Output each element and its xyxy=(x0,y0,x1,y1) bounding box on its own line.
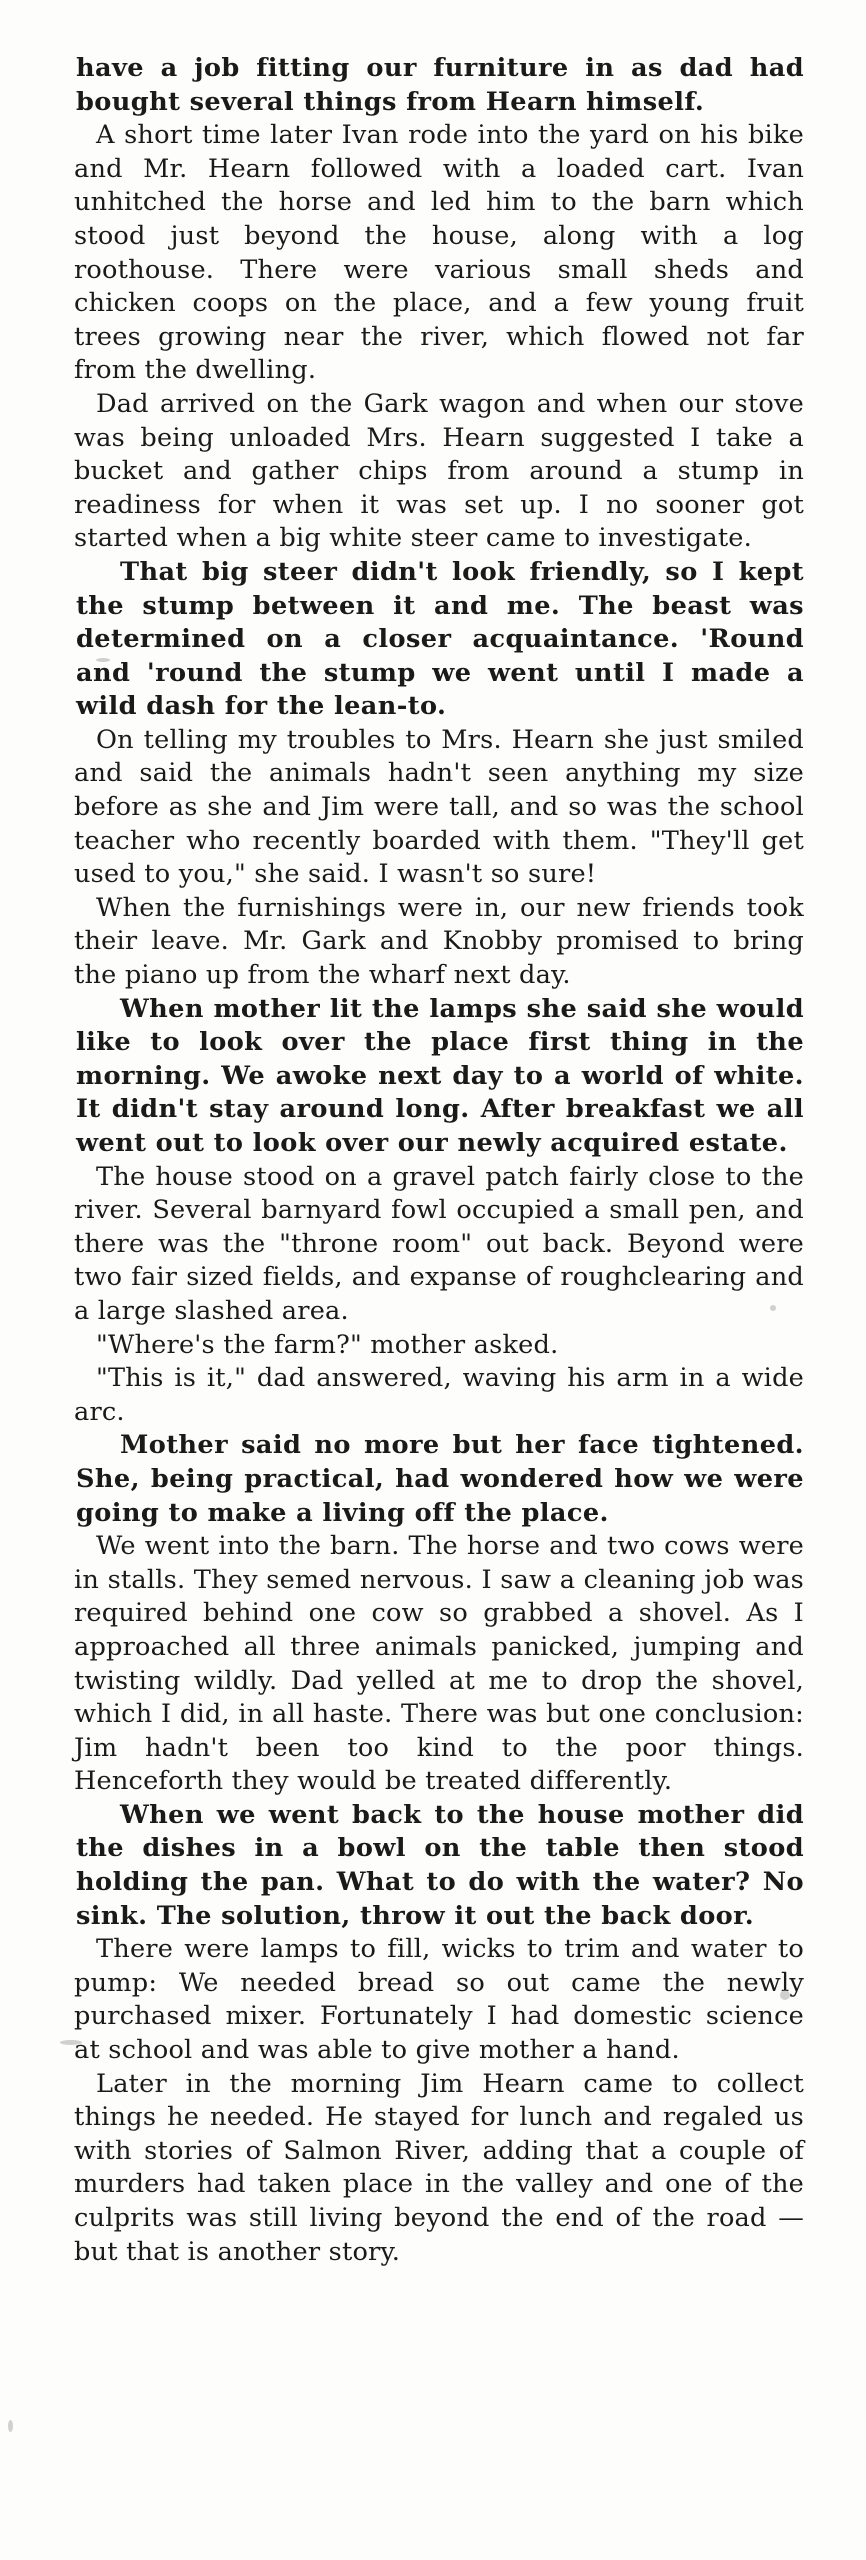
paragraph-11: Mother said no more but her face tightened. She, being practical, had wondered how we were going to make a living off the place. xyxy=(76,1430,804,1528)
print-speck xyxy=(770,1305,776,1311)
paragraph-15: Later in the morning Jim Hearn came to collect things he needed. He stayed for lunch and regaled us with stories of Salmon River, adding that a couple of murders had taken place in the valley and one of the culprits was still living beyond the end of the road — but that is another story. xyxy=(74,2068,804,2267)
print-speck xyxy=(780,1990,790,2000)
print-speck xyxy=(8,2420,13,2432)
paragraph-4: That big steer didn't look friendly, so I kept the stump between it and me. The beast was determined on a closer acquaintance. 'Round and 'round the stump we went until I made a wild dash for the lean-to. xyxy=(76,556,804,722)
paragraph-14: There were lamps to fill, wicks to trim and water to pump: We needed bread so out came the newly purchased mixer. Fortunately I had domestic science at school and was able to give mother a hand. xyxy=(74,1934,804,2066)
paragraph-13: When we went back to the house mother did the dishes in a bowl on the table then stood holding the pan. What to do with the water? No sink. The solution, throw it out the back door. xyxy=(76,1799,804,1931)
paragraph-7: When mother lit the lamps she said she would like to look over the place first thing in the morning. We awoke next day to a world of white. It didn't stay around long. After breakfast we all went out to look over our newly acquired estate. xyxy=(76,993,804,1158)
paragraph-10: "This is it," dad answered, waving his arm in a wide arc. xyxy=(74,1363,804,1427)
print-speck xyxy=(60,2040,82,2045)
paragraph-3: Dad arrived on the Gark wagon and when our stove was being unloaded Mrs. Hearn suggested I take a bucket and gather chips from around a stump in readiness for when it was set up. I no sooner got started when a big white steer came to investigate. xyxy=(74,388,804,554)
paragraph-9: "Where's the farm?" mother asked. xyxy=(96,1329,559,1360)
paragraph-5: On telling my troubles to Mrs. Hearn she just smiled and said the animals hadn't seen anything my size before as she and Jim were tall, and so was the school teacher who recently boarded with them. "They'll get used to you," she said. I wasn't so sure! xyxy=(74,724,804,890)
paragraph-1: have a job fitting our furniture in as dad had bought several things from Hearn himself. xyxy=(76,53,804,117)
paragraph-2: A short time later Ivan rode into the yard on his bike and Mr. Hearn followed with a loaded cart. Ivan unhitched the horse and led him to the barn which stood just beyond the house, along with a log roothouse. There were various small sheds and chicken coops on the place, and a few young fruit trees growing near the river, which flowed not far from the dwelling. xyxy=(74,120,804,386)
paragraph-6: When the furnishings were in, our new friends took their leave. Mr. Gark and Knobby promised to bring the piano up from the wharf next day. xyxy=(74,892,804,991)
paragraph-8: The house stood on a gravel patch fairly close to the river. Several barnyard fowl occupied a small pen, and there was the "throne room" out back. Beyond were two fair sized fields, and expanse of roughclearing and a large slashed area. xyxy=(74,1161,804,1326)
print-speck xyxy=(96,658,110,662)
paragraph-12: We went into the barn. The horse and two cows were in stalls. They semed nervous. I saw a cleaning job was required behind one cow so grabbed a shovel. As I approached all three animals panicked, jumping and twisting wildly. Dad yelled at me to drop the shovel, which I did, in all haste. There was but one conclusion: Jim hadn't been too kind to the poor things. Henceforth they would be treated differently. xyxy=(74,1531,804,1797)
article-column xyxy=(74,52,804,2269)
